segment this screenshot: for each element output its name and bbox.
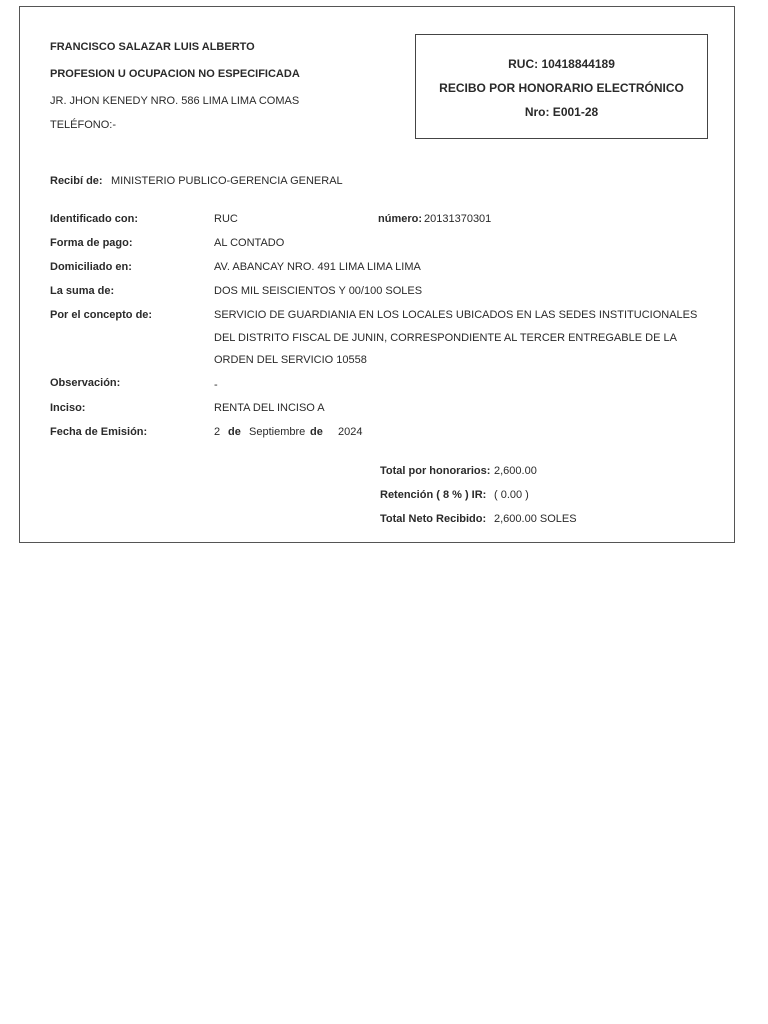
total-fees-value: 2,600.00 bbox=[494, 465, 537, 477]
issue-date-month: Septiembre bbox=[249, 426, 306, 438]
retention-value: ( 0.00 ) bbox=[494, 489, 529, 501]
concept-line-2: DEL DISTRITO FISCAL DE JUNIN, CORRESPONDIENTE AL TERCER ENTREGABLE DE LA bbox=[214, 332, 677, 344]
total-fees-label: Total por honorarios: bbox=[380, 465, 491, 477]
receipt-header-box bbox=[415, 34, 708, 139]
concept-line-1: SERVICIO DE GUARDIANIA EN LOS LOCALES UBICADOS EN LAS SEDES INSTITUCIONALES bbox=[214, 309, 698, 321]
receipt-number: Nro: E001-28 bbox=[524, 105, 599, 119]
identified-label: Identificado con: bbox=[50, 213, 138, 225]
net-total-value: 2,600.00 SOLES bbox=[494, 513, 577, 525]
received-from-value: MINISTERIO PUBLICO-GERENCIA GENERAL bbox=[111, 175, 343, 187]
issue-date-year: 2024 bbox=[338, 426, 363, 438]
issue-date-de-2: de bbox=[310, 426, 323, 438]
issuer-address: JR. JHON KENEDY NRO. 586 LIMA LIMA COMAS bbox=[50, 95, 300, 107]
observation-value: - bbox=[214, 379, 218, 391]
net-total-label: Total Neto Recibido: bbox=[380, 513, 487, 525]
inciso-value: RENTA DEL INCISO A bbox=[214, 402, 325, 414]
issue-date-label: Fecha de Emisión: bbox=[50, 426, 148, 438]
sum-label: La suma de: bbox=[50, 285, 115, 297]
issue-date-day: 2 bbox=[214, 426, 221, 438]
ruc-number: RUC: 10418844189 bbox=[508, 57, 615, 71]
retention-label: Retención ( 8 % ) IR: bbox=[380, 489, 487, 501]
issuer-phone: TELÉFONO:- bbox=[50, 119, 117, 131]
issuer-profession: PROFESION U OCUPACION NO ESPECIFICADA bbox=[50, 68, 300, 80]
domicile-label: Domiciliado en: bbox=[50, 261, 132, 273]
inciso-label: Inciso: bbox=[50, 402, 86, 414]
numero-value: 20131370301 bbox=[424, 213, 492, 225]
payment-value: AL CONTADO bbox=[214, 237, 285, 249]
identified-value: RUC bbox=[214, 213, 238, 225]
sum-value: DOS MIL SEISCIENTOS Y 00/100 SOLES bbox=[214, 285, 423, 297]
concept-line-3: ORDEN DEL SERVICIO 10558 bbox=[214, 354, 367, 366]
payment-label: Forma de pago: bbox=[50, 237, 133, 249]
observation-label: Observación: bbox=[50, 377, 121, 389]
issue-date-de-1: de bbox=[228, 426, 241, 438]
domicile-value: AV. ABANCAY NRO. 491 LIMA LIMA LIMA bbox=[214, 261, 421, 273]
receipt-title: RECIBO POR HONORARIO ELECTRÓNICO bbox=[439, 81, 684, 95]
concept-label: Por el concepto de: bbox=[50, 309, 153, 321]
issuer-name: FRANCISCO SALAZAR LUIS ALBERTO bbox=[50, 41, 255, 53]
numero-label: número: bbox=[378, 213, 422, 225]
receipt-document bbox=[19, 6, 735, 543]
received-from-label: Recibí de: bbox=[50, 175, 103, 187]
